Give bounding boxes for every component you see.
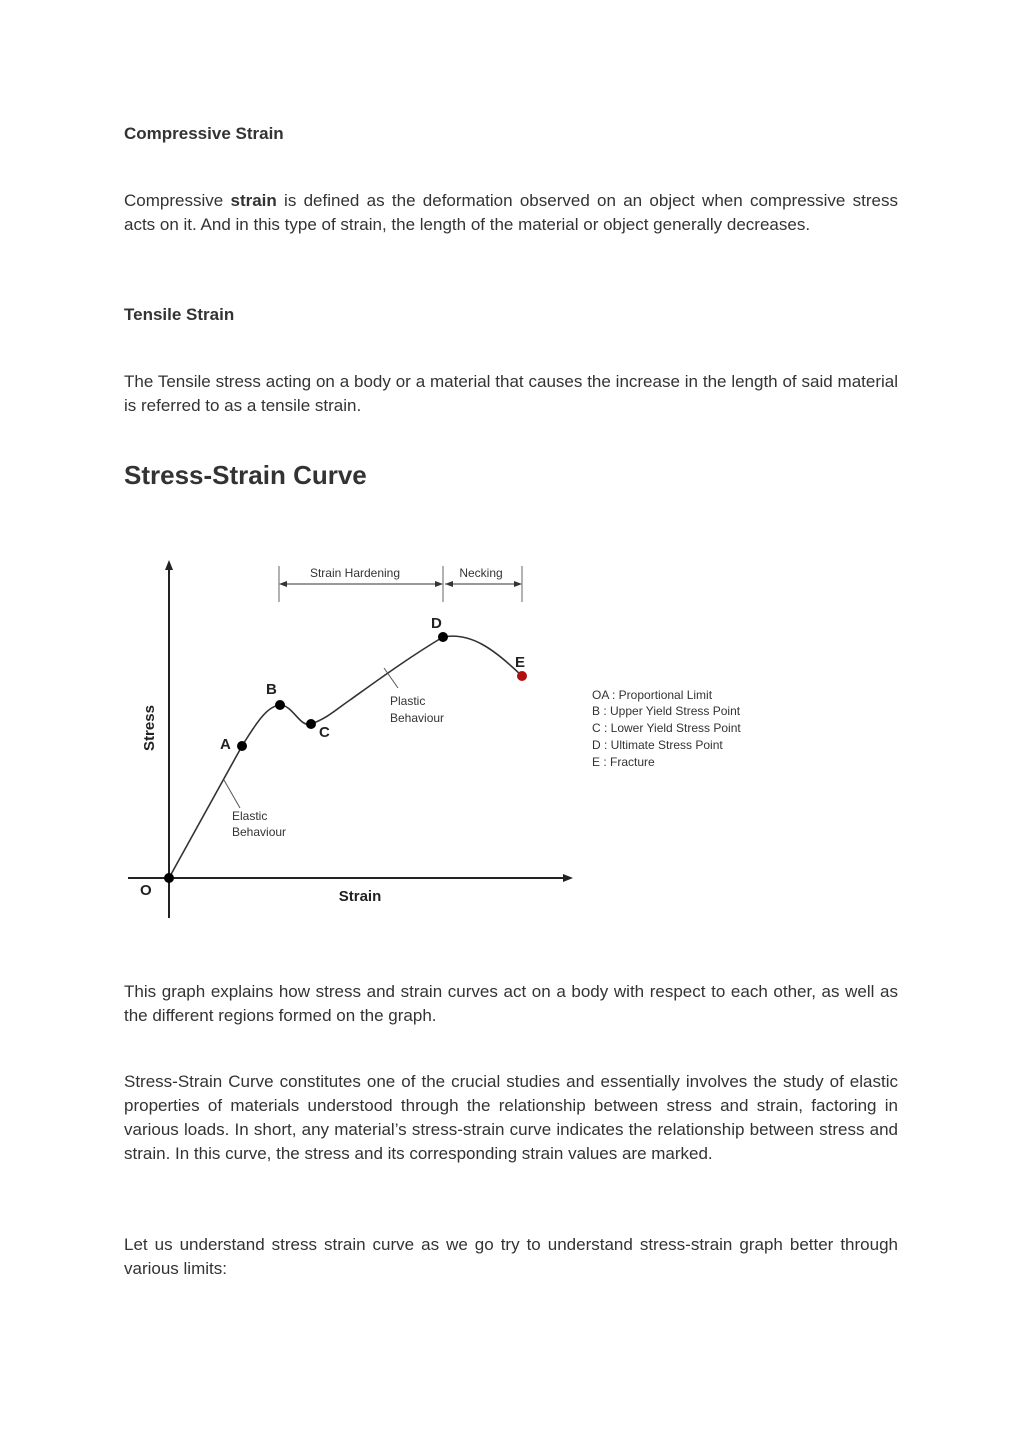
elastic-label-line1: Elastic xyxy=(232,809,268,823)
necking-arrow-right xyxy=(514,581,522,587)
x-axis-label: Strain xyxy=(338,888,382,905)
x-axis-arrow xyxy=(563,874,573,882)
strain-hardening-arrow-left xyxy=(279,581,287,587)
point-a-label: A xyxy=(220,736,231,753)
elastic-label-line2: Behaviour xyxy=(232,825,287,839)
point-e-label: E xyxy=(515,654,526,671)
strain-hardening-label: Strain Hardening xyxy=(309,566,401,580)
point-b xyxy=(275,700,285,710)
tensile-strain-heading: Tensile Strain xyxy=(124,305,235,324)
compressive-strain-heading: Compressive Strain xyxy=(124,124,284,143)
point-c xyxy=(306,719,316,729)
legend-item: OA : Proportional Limit xyxy=(592,688,713,702)
legend-item: D : Ultimate Stress Point xyxy=(592,738,723,752)
y-axis-label: Stress xyxy=(141,705,158,751)
necking-label: Necking xyxy=(459,566,503,580)
stress-strain-curve-title: Stress-Strain Curve xyxy=(124,460,367,490)
point-d-label: D xyxy=(431,615,442,632)
point-a xyxy=(237,741,247,751)
legend-item: E : Fracture xyxy=(592,755,655,769)
plastic-label-line1: Plastic xyxy=(390,694,426,708)
point-c-label: C xyxy=(319,724,330,741)
diagram-legend xyxy=(592,688,741,769)
curve-definition-paragraph: Stress-Strain Curve constitutes one of the crucial studies and essentially involves the study of elastic properties of materials understood through the relationship between stress and strain, factoring in various loads. In short, any material’s stress-strain curve indicates the relationship between stress and strain. In this curve, the stress and its corresponding strain values are marked. xyxy=(124,1072,898,1163)
compressive-text-start: Compressive xyxy=(124,191,231,210)
point-d xyxy=(438,632,448,642)
strain-hardening-arrow-right xyxy=(435,581,443,587)
point-b-label: B xyxy=(266,681,277,698)
stress-strain-diagram xyxy=(118,548,778,928)
compressive-strain-paragraph xyxy=(124,189,898,237)
legend-item: B : Upper Yield Stress Point xyxy=(592,704,741,718)
tensile-strain-paragraph: The Tensile stress acting on a body or a material that causes the increase in the length of said material is referred to as a tensile strain. xyxy=(124,372,898,415)
stress-strain-curve xyxy=(169,636,522,878)
limits-intro-paragraph: Let us understand stress strain curve as we go try to understand stress-strain graph better through various limits: xyxy=(124,1235,898,1278)
graph-explanation-paragraph: This graph explains how stress and strain curves act on a body with respect to each other, as well as the different regions formed on the graph. xyxy=(124,982,898,1025)
elastic-pointer xyxy=(224,780,240,808)
compressive-text-bold: strain xyxy=(230,191,277,210)
origin-label: O xyxy=(140,882,152,899)
origin-point xyxy=(164,873,174,883)
legend-item: C : Lower Yield Stress Point xyxy=(592,721,741,735)
point-e xyxy=(517,671,527,681)
y-axis-arrow xyxy=(165,560,173,570)
plastic-label-line2: Behaviour xyxy=(390,711,445,725)
compressive-text-end: is defined as the deformation observed on an object when compressive stress acts on it. And in this type of strain, the length of the material or object generally decreases. xyxy=(124,191,899,234)
necking-arrow-left xyxy=(445,581,453,587)
